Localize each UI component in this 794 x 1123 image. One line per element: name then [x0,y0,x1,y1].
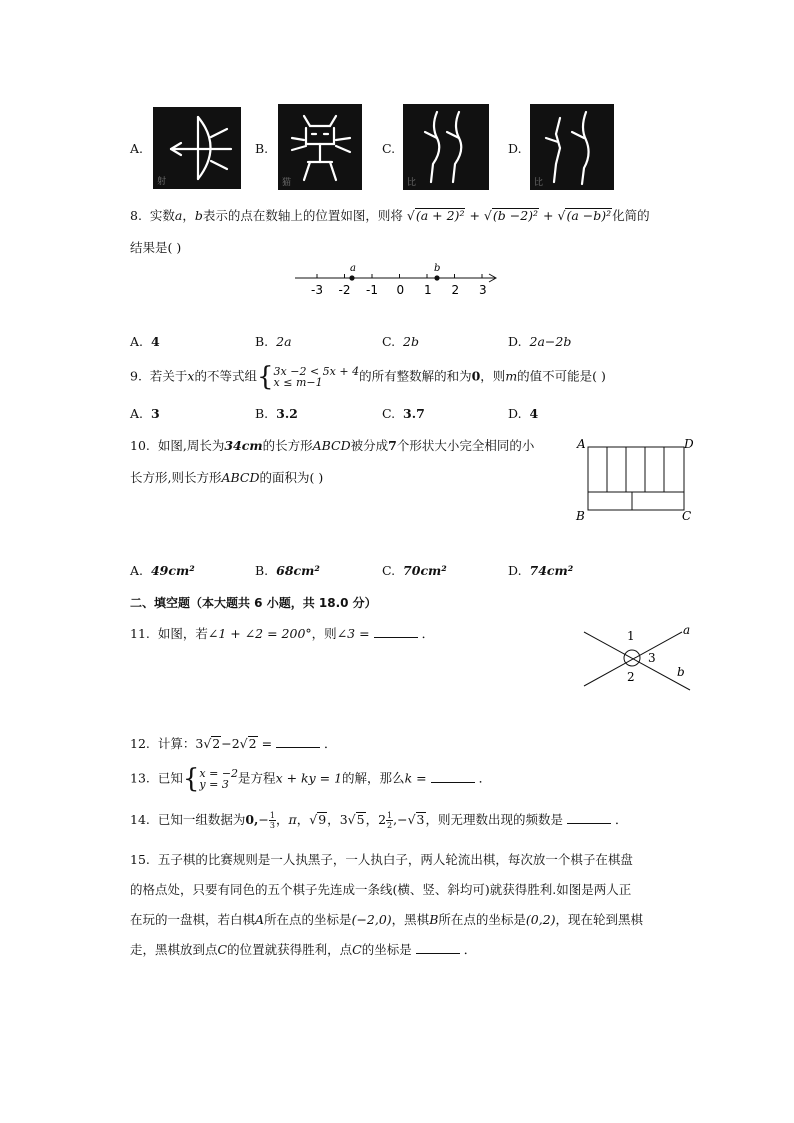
q10-rect-name: ABCD [312,438,351,453]
q14-radicand: 5 [356,812,365,827]
q7-option-b-image[interactable] [278,104,362,190]
outer-rectangle [588,447,684,510]
q13-brace: { [182,764,200,794]
q15-point-c: C [217,942,228,957]
q8-number: 8. [130,208,142,223]
q15-text: 所在点的坐标是 [438,912,526,927]
option-label: C. [382,334,396,349]
q13-number: 13. [130,770,150,786]
q10-text: 长方形,则长方形 [130,470,222,485]
angle-1-label: 1 [627,629,635,643]
q14-number: 14. [130,812,150,827]
q10-option-d[interactable] [508,562,573,580]
q10-rectangle-figure [574,434,694,526]
axis-tick-label: -1 [366,283,378,297]
q12-number: 12. [130,736,150,751]
axis-tick-label: 3 [479,283,487,297]
q10-option-b[interactable] [255,562,320,580]
q14-text: ，则无理数出现的频数是 [425,812,564,827]
angle-2-label: 2 [627,670,635,684]
q10-rect-name: ABCD [221,470,260,485]
q7-option-d-image[interactable] [530,104,614,190]
q9-var-x: x [187,368,195,384]
q7-option-c-image[interactable] [403,104,489,190]
axis-tick-label: 0 [396,283,405,297]
q14-mixed-whole: 2 [378,812,387,827]
option-label: D. [508,334,522,349]
q9-zero: 0 [471,368,481,384]
q14-radicand: 9 [318,812,327,827]
q8-plus: + [469,208,480,223]
q9-var-m: m [505,368,518,384]
q9-text: 若关于 [149,368,188,384]
q8-var-b: b [194,208,203,223]
option-value: 70cm² [403,563,447,578]
q14-radicand: 3 [416,812,425,827]
point-a-dot [349,275,354,280]
point-b-dot [434,275,439,280]
q12-coefficient: 3 [195,736,204,751]
q11-text: ，则 [311,626,337,641]
q13-text: ． [478,770,492,786]
q13-text: 已知 [157,770,183,786]
q10-text: 被分成 [350,438,389,453]
fraction-denominator: 3 [269,821,275,830]
q13-system-line-1: x = −2 [199,767,239,780]
q7-option-a-label[interactable]: A. [130,141,144,156]
q14-text: 已知一组数据为 [157,812,246,827]
q7-option-c-label[interactable]: C. [382,141,396,156]
q9-option-a[interactable] [130,405,160,423]
q7-option-a-caption: 射 [157,177,167,187]
q9-text: ，则 [480,368,506,384]
q8-option-b[interactable] [255,333,292,351]
q11-angle-figure [576,618,696,694]
q14-text: ． [615,812,628,827]
option-value: 3.7 [403,406,425,421]
q15-line-3 [130,911,643,929]
q15-text: 所在点的坐标是 [264,912,352,927]
axis-tick-label: 1 [424,283,432,297]
q9-option-c[interactable] [382,405,425,423]
q15-point-a: A [255,912,265,927]
q8-radical-3: √(a −b)² [557,208,612,223]
option-label: A. [130,334,144,349]
q8-radicand-3: (a −b)² [566,208,612,223]
q7-option-a-image[interactable] [153,107,241,189]
option-value: 2a [276,334,292,349]
option-value: 68cm² [276,563,320,578]
q10-text: 个形状大小完全相同的小 [396,438,535,453]
q8-option-a[interactable] [130,333,160,351]
q14-sep: ， [296,812,310,827]
q8-plus: + [543,208,554,223]
q9-stem [130,362,606,392]
q8-stem-line-1 [130,207,650,225]
q15-line-2: 的格点处，只要有同色的五个棋子先连成一条线(横、竖、斜均可)就获得胜利.如图是两人正 [130,882,632,897]
q11-answer-blank[interactable] [374,625,418,638]
q8-text: ， [182,208,195,223]
q14-sep: ， [327,812,340,827]
axis-tick-label: 2 [451,283,460,297]
q8-radicand-2: (b −2)² [492,208,539,223]
q8-text: 实数 [149,208,175,223]
q14-value: 0, [245,812,259,827]
q15-text: 在玩的一盘棋，若白棋 [130,912,256,927]
q14-coefficient: 3 [339,812,348,827]
q14-stem: 14. 已知一组数据为0,− $\frac{1}{3}$ ，π，√9，3√5，2 $\frac{1}{2}$ ,−√3，则无理数出现的频数是 ． [130,811,628,830]
q8-option-c[interactable] [382,333,419,351]
axis-tick-label: -3 [311,283,323,297]
option-label: B. [255,334,269,349]
q12-text: ． [324,736,337,751]
q10-option-a[interactable] [130,562,195,580]
q13-answer-blank[interactable] [431,770,475,783]
q11-expression: ∠1 + ∠2 = 200° [207,626,312,641]
line-b-label: b [677,665,685,679]
q9-option-d[interactable] [508,405,538,423]
q9-brace: { [256,362,274,392]
corner-d: D [684,437,694,451]
option-label: B. [255,406,269,421]
q9-number: 9. [130,368,142,384]
q15-text: ，黑棋 [391,912,430,927]
line-b [584,632,690,690]
q10-number: 10. [130,438,150,453]
q7-option-b-caption: 猫 [282,178,292,188]
q15-line-4 [130,941,476,959]
q8-stem-line-2: 结果是( ) [130,240,182,255]
q14-minus: − [258,812,269,827]
option-value: 74cm² [529,563,574,578]
q15-coord-b: (0,2) [525,912,556,927]
fraction-numerator: 1 [387,811,393,820]
q9-text: 的值不可能是( ) [517,368,606,384]
q15-text: 五子棋的比赛规则是一人执黑子，一人执白子，两人轮流出棋，每次放一个棋子在棋盘 [157,852,633,867]
q15-text: 的坐标是 [361,942,412,957]
corner-c: C [682,509,692,523]
q9-text: 的所有整数解的和为 [359,368,472,384]
q12-radicand: 2 [212,736,221,751]
q14-fraction [269,811,276,830]
option-value: 3.2 [276,406,298,421]
point-a-label: a [350,263,356,274]
q13-text: 是方程 [238,770,276,786]
q10-text: 如图,周长为 [157,438,225,453]
q7-option-d-caption: 比 [534,178,544,188]
q15-answer-blank[interactable] [416,941,460,954]
q12-equals: = [257,736,273,751]
q8-radicand-1: (a + 2)² [415,208,465,223]
q11-text: 如图，若 [157,626,208,641]
q7-option-c-caption: 比 [407,178,417,188]
option-label: C. [382,563,396,578]
line-a-label: a [683,623,691,637]
option-value: 2b [403,334,420,349]
q15-coord-a: (−2,0) [351,912,392,927]
q15-text: ． [463,942,477,957]
section-heading-fill-in: 二、填空题（本大题共 6 小题，共 18.0 分） [130,596,377,610]
q13-stem [130,764,492,794]
q12-coefficient: −2 [221,736,240,751]
q15-text: ，现在轮到黑棋 [555,912,644,927]
option-value: 3 [150,406,160,421]
q7-option-b-label[interactable]: B. [255,141,269,156]
q14-pi: π [288,812,297,827]
q11-expression: ∠3 = [336,626,370,641]
angle-3-label: 3 [648,651,656,665]
q15-point-c: C [352,942,362,957]
number-line-ticks [311,274,487,297]
q10-perimeter: 34cm [224,438,263,453]
q13-system-line-2: y = 3 [199,778,229,791]
q15-line-1 [130,851,633,869]
q15-text: 走，黑棋放到点 [130,942,218,957]
option-value: 4 [150,334,160,349]
q9-system-line-1: 3x −2 < 5x + 4 [273,365,360,378]
option-label: A. [130,406,144,421]
option-label: C. [382,406,396,421]
fraction-numerator: 1 [269,811,275,820]
axis-tick-label: -2 [338,283,351,297]
q15-number: 15. [130,852,150,867]
q14-sep: ， [365,812,379,827]
q15-text: 的位置就获得胜利，点 [227,942,353,957]
q12-stem: 12. 计算：3√2−2√2 = ． [130,736,337,751]
q8-var-a: a [174,208,183,223]
q9-option-b[interactable] [255,405,298,423]
option-value: 2a−2b [529,334,572,349]
q9-system-line-2: x ≤ m−1 [273,376,323,389]
q10-text: 的长方形 [262,438,313,453]
q11-text: ． [421,626,435,641]
q9-text: 的不等式组 [194,368,257,384]
point-b-label: b [434,263,441,274]
option-label: D. [508,563,522,578]
q14-minus: ,− [393,812,408,827]
q14-answer-blank[interactable] [567,811,611,824]
q13-system [199,768,238,790]
q8-text: 表示的点在数轴上的位置如图，则将 [202,208,403,223]
q10-option-c[interactable] [382,562,447,580]
option-label: B. [255,563,269,578]
bow-arrow-glyph-icon [153,107,241,189]
q10-text: 的面积为( ) [259,470,324,485]
option-value: 49cm² [150,563,195,578]
q10-stem-line-2 [130,469,323,487]
q13-text: 的解，那么 [342,770,405,786]
q8-option-d[interactable] [508,333,571,351]
q8-radical-1: √(a + 2)² [406,208,465,223]
corner-b: B [576,509,585,523]
q8-radical-2: √(b −2)² [483,208,539,223]
q9-system [274,366,360,388]
q13-k: k = [404,770,427,786]
q14-sep: ， [276,812,289,827]
q10-seven: 7 [388,438,397,453]
q7-option-d-label[interactable]: D. [508,141,522,156]
q11-stem [130,625,434,643]
option-label: D. [508,406,522,421]
fraction-denominator: 2 [387,821,393,830]
q8-number-line [290,258,500,298]
q11-number: 11. [130,626,150,641]
option-label: A. [130,563,144,578]
corner-a: A [577,437,586,451]
q8-text: 化简的 [612,208,650,223]
q15-point-b: B [429,912,439,927]
q12-radicand: 2 [248,736,257,751]
q12-text: 计算： [157,736,196,751]
q12-answer-blank[interactable] [276,735,320,748]
q13-equation: x + ky = 1 [275,770,343,786]
option-value: 4 [529,406,539,421]
q10-stem-line-1 [130,437,534,455]
